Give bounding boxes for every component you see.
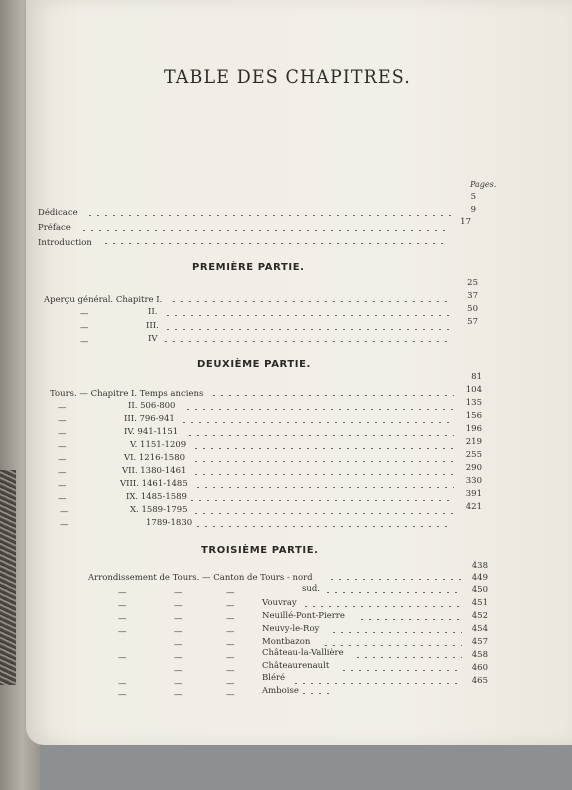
toc-entry-label: Amboise	[262, 686, 299, 696]
toc-entry-label: Introduction	[38, 238, 92, 248]
ditto-dash: —	[174, 588, 183, 598]
page-number: 135	[465, 398, 482, 408]
leader-dots	[354, 650, 462, 658]
toc-entry-label: Aperçu général. Chapitre I.	[44, 295, 163, 305]
ditto-dash: —	[226, 666, 235, 676]
ditto-dash: —	[58, 481, 67, 491]
ditto-dash: —	[174, 653, 183, 663]
leader-dots	[302, 599, 462, 607]
ditto-dash: —	[174, 601, 183, 611]
ditto-dash: —	[226, 640, 235, 650]
page-number: 37	[467, 291, 478, 301]
toc-entry-label: VII. 1380-1461	[122, 466, 187, 476]
toc-entry-label: Château-la-Vallière	[262, 648, 344, 658]
ditto-dash: —	[80, 309, 89, 319]
ditto-dash: —	[58, 403, 67, 413]
page-number: 104	[465, 385, 482, 395]
leader-dots	[340, 663, 462, 671]
page-number: 5	[470, 192, 476, 202]
toc-entry-label: Préface	[38, 223, 71, 233]
toc-entry-label: Vouvray	[262, 598, 297, 608]
leader-dots	[184, 402, 454, 410]
toc-entry-label: VIII. 1461-1485	[120, 479, 188, 489]
toc-entry-label: II. 506-800	[128, 401, 176, 411]
leader-dots	[186, 428, 454, 436]
ditto-dash: —	[174, 690, 183, 700]
leader-dots	[180, 415, 454, 423]
page-number: 391	[465, 489, 482, 499]
page-number: 156	[465, 411, 482, 421]
toc-entry-label: Bléré	[262, 673, 286, 683]
ditto-dash: —	[226, 627, 235, 637]
ditto-dash: —	[226, 690, 235, 700]
ditto-dash: —	[118, 588, 127, 598]
page-number: 330	[465, 476, 482, 486]
ditto-dash: —	[58, 494, 67, 504]
ditto-dash: —	[58, 416, 67, 426]
toc-entry-label: Montbazon	[262, 637, 311, 647]
page-number: 9	[470, 205, 476, 215]
ditto-dash: —	[58, 468, 67, 478]
leader-dots	[330, 625, 462, 633]
toc-entry-label: sud.	[302, 584, 320, 594]
ditto-dash: —	[226, 614, 235, 624]
ditto-dash: —	[118, 690, 127, 700]
page-number: 81	[471, 372, 482, 382]
leader-dots	[102, 236, 447, 244]
ditto-dash: —	[226, 601, 235, 611]
ditto-dash: —	[60, 520, 69, 530]
page-number: 460	[471, 663, 488, 673]
leader-dots	[164, 308, 452, 316]
toc-entry-label: Tours. — Chapitre I. Temps anciens	[50, 389, 204, 399]
ditto-dash: —	[58, 455, 67, 465]
ditto-dash: —	[174, 627, 183, 637]
page-number: 57	[467, 317, 478, 327]
leader-dots	[192, 454, 454, 462]
ditto-dash: —	[226, 679, 235, 689]
page-number: 196	[465, 424, 482, 434]
page-number: 438	[471, 561, 488, 571]
section-heading: TROISIÈME PARTIE.	[201, 545, 319, 556]
toc-entry-label: Neuillé-Pont-Pierre	[262, 611, 345, 621]
ditto-dash: —	[118, 679, 127, 689]
page-number: 452	[471, 611, 488, 621]
section-heading: DEUXIÈME PARTIE.	[197, 359, 311, 370]
page-number: 25	[467, 278, 478, 288]
page-title: TABLE DES CHAPITRES.	[164, 66, 411, 88]
ditto-dash: —	[60, 507, 69, 517]
ditto-dash: —	[80, 323, 89, 333]
page-number: 290	[465, 463, 482, 473]
ditto-dash: —	[58, 442, 67, 452]
ditto-dash: —	[118, 653, 127, 663]
leader-dots	[86, 208, 451, 216]
leader-dots	[192, 441, 454, 449]
pages-column-label: Pages.	[470, 180, 497, 189]
page-number: 449	[471, 573, 488, 583]
page-number: 421	[465, 502, 482, 512]
page-number: 454	[471, 624, 488, 634]
leader-dots	[292, 676, 462, 684]
leader-dots	[358, 612, 462, 620]
page-number: 450	[471, 585, 488, 595]
toc-entry-label: 1789-1830	[146, 518, 193, 528]
page-number: 255	[465, 450, 482, 460]
page-number: 465	[471, 676, 488, 686]
page-number: 17	[460, 217, 471, 227]
toc-entry-label: Dédicace	[38, 208, 78, 218]
ditto-dash: —	[174, 614, 183, 624]
toc-entry-label: X. 1589-1795	[130, 505, 188, 515]
ditto-dash: —	[174, 666, 183, 676]
toc-entry-label: IV. 941-1151	[124, 427, 179, 437]
ditto-dash: —	[226, 588, 235, 598]
leader-dots	[164, 322, 452, 330]
leader-dots	[192, 506, 454, 514]
page-number: 219	[465, 437, 482, 447]
section-heading: PREMIÈRE PARTIE.	[192, 262, 305, 273]
leader-dots	[194, 480, 454, 488]
leader-dots	[300, 686, 330, 694]
toc-entry-label: III. 796-941	[124, 414, 175, 424]
leader-dots	[324, 585, 462, 593]
toc-entry-label: IX. 1485-1589	[126, 492, 187, 502]
ditto-dash: —	[118, 627, 127, 637]
page-number: 457	[471, 637, 488, 647]
page-number: 451	[471, 598, 488, 608]
page-number: 458	[471, 650, 488, 660]
leader-dots	[194, 519, 452, 527]
leader-dots	[328, 572, 462, 580]
leader-dots	[210, 388, 454, 396]
leader-dots	[170, 294, 452, 302]
leader-dots	[322, 638, 462, 646]
ditto-dash: —	[80, 337, 89, 347]
toc-entry-label: Châteaurenault	[262, 661, 330, 671]
ditto-dash: —	[58, 429, 67, 439]
leader-dots	[80, 223, 450, 231]
leader-dots	[188, 493, 454, 501]
ditto-dash: —	[226, 653, 235, 663]
leader-dots	[192, 467, 454, 475]
toc-entry-label: Neuvy-le-Roy	[262, 624, 320, 634]
leader-dots	[162, 334, 448, 342]
document-page	[26, 0, 572, 745]
toc-entry-label: VI. 1216-1580	[124, 453, 186, 463]
toc-entry-label: IV	[148, 334, 158, 344]
ditto-dash: —	[118, 614, 127, 624]
toc-entry-label: Arrondissement de Tours. — Canton de Tours - nord	[88, 573, 313, 583]
toc-entry-label: III.	[146, 321, 159, 331]
facing-page-engraving	[0, 470, 16, 685]
ditto-dash: —	[174, 679, 183, 689]
toc-entry-label: II.	[148, 307, 158, 317]
ditto-dash: —	[174, 640, 183, 650]
ditto-dash: —	[118, 601, 127, 611]
page-number: 50	[467, 304, 478, 314]
toc-entry-label: V. 1151-1209	[130, 440, 187, 450]
